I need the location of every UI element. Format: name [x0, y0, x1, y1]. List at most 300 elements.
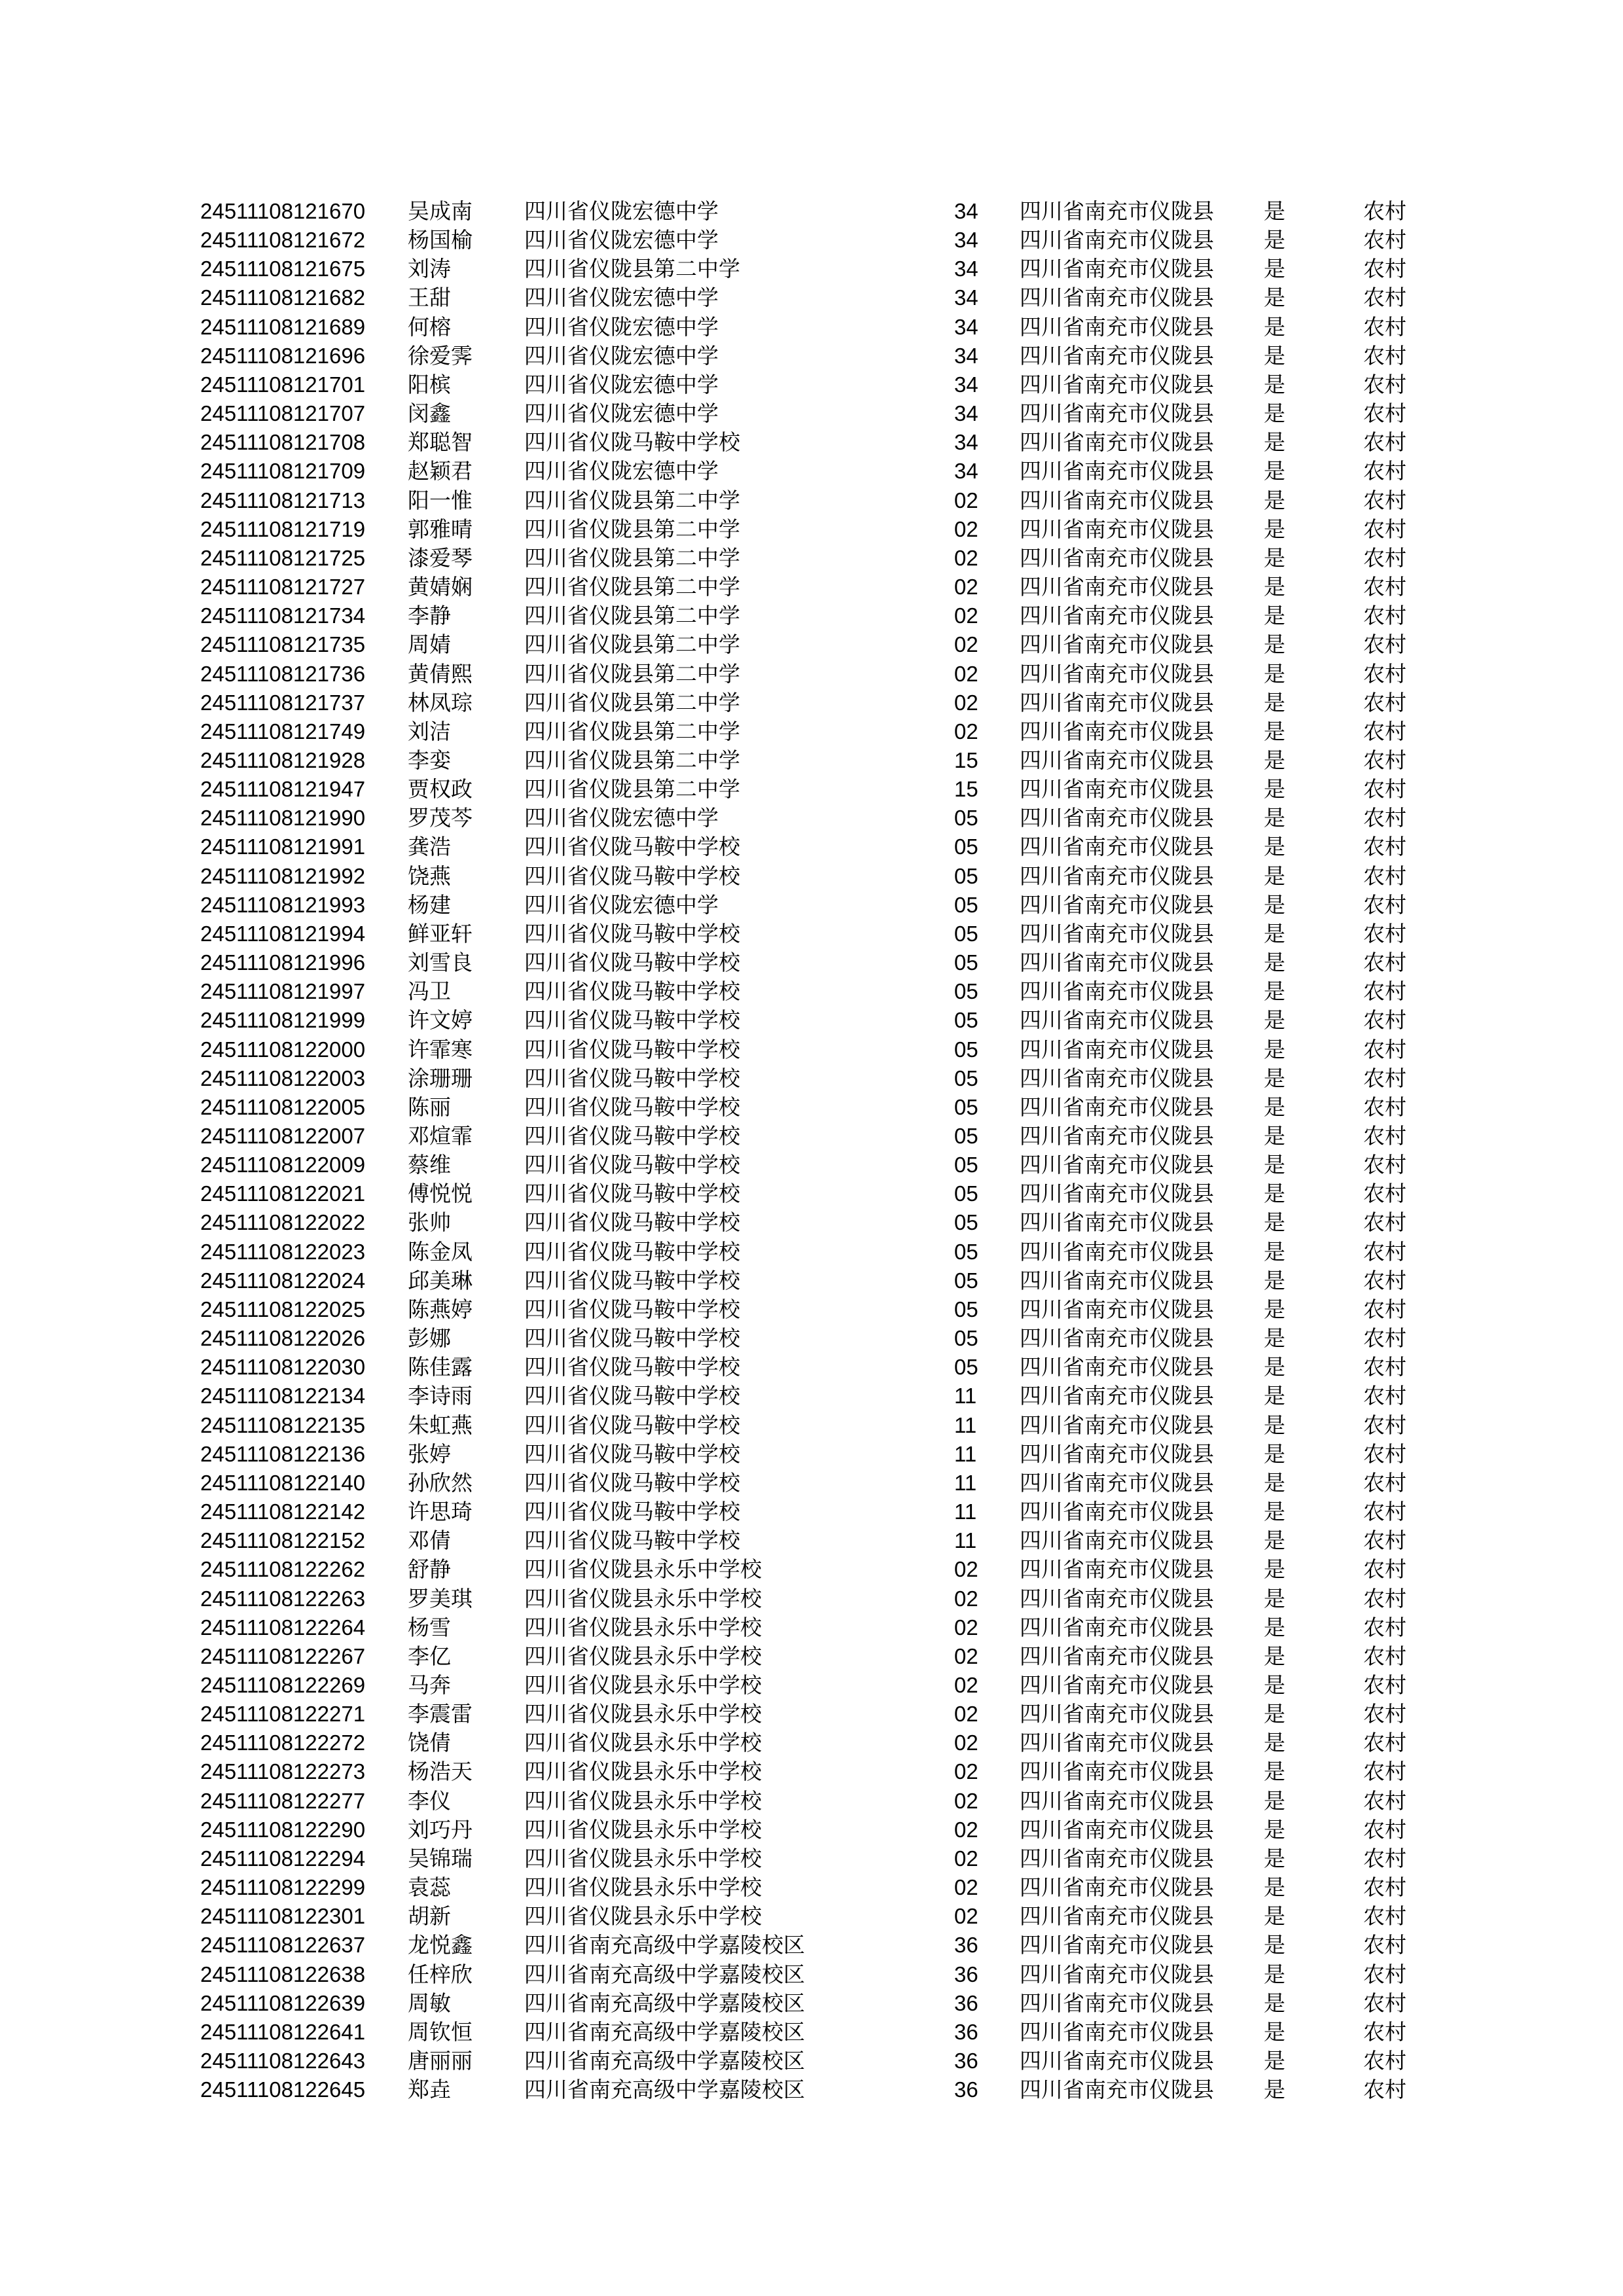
exam-number: 24511108122023: [200, 1239, 366, 1264]
category-code: 05: [954, 1124, 978, 1148]
exam-number: 24511108121734: [200, 603, 366, 628]
student-name: 任梓欣: [408, 1962, 473, 1986]
exam-number: 24511108122136: [200, 1441, 366, 1466]
school-name: 四川省仪陇马鞍中学校: [524, 1412, 740, 1437]
eligibility-flag: 是: [1264, 372, 1285, 397]
category-code: 02: [954, 1615, 978, 1640]
exam-number: 24511108122264: [200, 1615, 366, 1640]
student-name: 陈燕婷: [408, 1297, 473, 1321]
table-row: [200, 1179, 1444, 1208]
category-code: 05: [954, 1037, 978, 1062]
student-name: 彭娜: [408, 1326, 451, 1351]
category-code: 02: [954, 575, 978, 600]
eligibility-flag: 是: [1264, 1875, 1285, 1900]
region: 四川省南充市仪陇县: [1020, 1731, 1214, 1755]
region: 四川省南充市仪陇县: [1020, 1412, 1214, 1437]
table-row: [200, 226, 1444, 255]
student-name: 饶燕: [408, 863, 451, 888]
table-row: [200, 370, 1444, 399]
household-type: 农村: [1363, 401, 1406, 426]
table-row: [200, 313, 1444, 342]
category-code: 34: [954, 459, 978, 484]
student-name: 李震雷: [408, 1702, 473, 1727]
school-name: 四川省仪陇马鞍中学校: [524, 834, 740, 859]
student-name: 王甜: [408, 285, 451, 310]
region: 四川省南充市仪陇县: [1020, 1037, 1214, 1062]
region: 四川省南充市仪陇县: [1020, 285, 1214, 310]
exam-number: 24511108121682: [200, 285, 366, 310]
table-row: [200, 2047, 1444, 2075]
region: 四川省南充市仪陇县: [1020, 979, 1214, 1004]
eligibility-flag: 是: [1264, 603, 1285, 628]
household-type: 农村: [1363, 1268, 1406, 1293]
eligibility-flag: 是: [1264, 1499, 1285, 1524]
eligibility-flag: 是: [1264, 863, 1285, 888]
region: 四川省南充市仪陇县: [1020, 1933, 1214, 1958]
region: 四川省南充市仪陇县: [1020, 459, 1214, 484]
category-code: 11: [954, 1528, 977, 1553]
student-name: 阳一惟: [408, 488, 473, 512]
region: 四川省南充市仪陇县: [1020, 1499, 1214, 1524]
eligibility-flag: 是: [1264, 834, 1285, 859]
eligibility-flag: 是: [1264, 575, 1285, 600]
region: 四川省南充市仪陇县: [1020, 719, 1214, 744]
region: 四川省南充市仪陇县: [1020, 1268, 1214, 1293]
household-type: 农村: [1363, 2049, 1406, 2073]
school-name: 四川省仪陇马鞍中学校: [524, 430, 740, 455]
eligibility-flag: 是: [1264, 632, 1285, 657]
student-name: 郑聪智: [408, 430, 473, 455]
table-row: [200, 601, 1444, 630]
school-name: 四川省仪陇马鞍中学校: [524, 1528, 740, 1553]
eligibility-flag: 是: [1264, 1470, 1285, 1495]
table-row: [200, 1729, 1444, 1757]
school-name: 四川省仪陇县第二中学: [524, 690, 740, 715]
exam-number: 24511108121701: [200, 372, 366, 397]
student-name: 冯卫: [408, 979, 451, 1004]
table-row: [200, 891, 1444, 920]
household-type: 农村: [1363, 1615, 1406, 1640]
exam-number: 24511108121672: [200, 228, 366, 253]
student-name: 鲜亚轩: [408, 921, 473, 946]
school-name: 四川省仪陇马鞍中学校: [524, 1037, 740, 1062]
region: 四川省南充市仪陇县: [1020, 1557, 1214, 1582]
region: 四川省南充市仪陇县: [1020, 430, 1214, 455]
table-row: [200, 342, 1444, 370]
student-name: 龙悦鑫: [408, 1933, 473, 1958]
eligibility-flag: 是: [1264, 1008, 1285, 1033]
exam-number: 24511108121991: [200, 834, 366, 859]
school-name: 四川省仪陇宏德中学: [524, 285, 719, 310]
household-type: 农村: [1363, 488, 1406, 512]
exam-number: 24511108122301: [200, 1904, 366, 1929]
school-name: 四川省仪陇马鞍中学校: [524, 1470, 740, 1495]
eligibility-flag: 是: [1264, 1094, 1285, 1119]
eligibility-flag: 是: [1264, 1731, 1285, 1755]
school-name: 四川省仪陇马鞍中学校: [524, 1181, 740, 1206]
category-code: 02: [954, 1672, 978, 1697]
household-type: 农村: [1363, 806, 1406, 831]
exam-number: 24511108122294: [200, 1846, 366, 1871]
student-name: 漆爱琴: [408, 545, 473, 570]
table-row: [200, 2018, 1444, 2047]
school-name: 四川省仪陇县第二中学: [524, 575, 740, 600]
eligibility-flag: 是: [1264, 343, 1285, 368]
eligibility-flag: 是: [1264, 1846, 1285, 1871]
region: 四川省南充市仪陇县: [1020, 1962, 1214, 1986]
table-row: [200, 428, 1444, 457]
student-name: 林凤琮: [408, 690, 473, 715]
category-code: 15: [954, 777, 978, 802]
region: 四川省南充市仪陇县: [1020, 863, 1214, 888]
school-name: 四川省仪陇马鞍中学校: [524, 1499, 740, 1524]
household-type: 农村: [1363, 950, 1406, 975]
table-row: [200, 833, 1444, 861]
category-code: 34: [954, 343, 978, 368]
household-type: 农村: [1363, 1817, 1406, 1842]
student-name: 郭雅晴: [408, 516, 473, 541]
eligibility-flag: 是: [1264, 199, 1285, 223]
school-name: 四川省仪陇马鞍中学校: [524, 1008, 740, 1033]
student-name: 蔡维: [408, 1153, 451, 1177]
roster-table: [200, 197, 1444, 2104]
school-name: 四川省南充高级中学嘉陵校区: [524, 1990, 805, 2015]
table-row: [200, 1873, 1444, 1902]
category-code: 02: [954, 1846, 978, 1871]
table-row: [200, 746, 1444, 775]
table-row: [200, 948, 1444, 977]
table-row: [200, 717, 1444, 746]
eligibility-flag: 是: [1264, 228, 1285, 253]
exam-number: 24511108122277: [200, 1788, 366, 1813]
student-name: 杨雪: [408, 1615, 451, 1640]
region: 四川省南充市仪陇县: [1020, 372, 1214, 397]
school-name: 四川省仪陇宏德中学: [524, 892, 719, 917]
table-row: [200, 1440, 1444, 1469]
exam-number: 24511108122140: [200, 1470, 366, 1495]
region: 四川省南充市仪陇县: [1020, 1528, 1214, 1553]
household-type: 农村: [1363, 1904, 1406, 1929]
region: 四川省南充市仪陇县: [1020, 2077, 1214, 2102]
region: 四川省南充市仪陇县: [1020, 1875, 1214, 1900]
region: 四川省南充市仪陇县: [1020, 1990, 1214, 2015]
household-type: 农村: [1363, 1672, 1406, 1697]
school-name: 四川省仪陇县第二中学: [524, 661, 740, 686]
exam-number: 24511108121709: [200, 459, 366, 484]
region: 四川省南充市仪陇县: [1020, 1586, 1214, 1611]
exam-number: 24511108121708: [200, 430, 366, 455]
household-type: 农村: [1363, 1210, 1406, 1235]
table-row: [200, 804, 1444, 833]
eligibility-flag: 是: [1264, 1817, 1285, 1842]
region: 四川省南充市仪陇县: [1020, 257, 1214, 281]
category-code: 02: [954, 1788, 978, 1813]
exam-number: 24511108122645: [200, 2077, 366, 2102]
exam-number: 24511108122263: [200, 1586, 366, 1611]
student-name: 何榕: [408, 314, 451, 339]
eligibility-flag: 是: [1264, 1326, 1285, 1351]
table-row: [200, 486, 1444, 515]
exam-number: 24511108122142: [200, 1499, 366, 1524]
student-name: 罗茂芩: [408, 806, 473, 831]
student-name: 郑垚: [408, 2077, 451, 2102]
exam-number: 24511108122271: [200, 1702, 366, 1727]
category-code: 11: [954, 1384, 977, 1408]
category-code: 02: [954, 1643, 978, 1668]
table-row: [200, 1266, 1444, 1295]
region: 四川省南充市仪陇县: [1020, 199, 1214, 223]
region: 四川省南充市仪陇县: [1020, 1702, 1214, 1727]
school-name: 四川省仪陇县永乐中学校: [524, 1817, 762, 1842]
school-name: 四川省仪陇马鞍中学校: [524, 1441, 740, 1466]
region: 四川省南充市仪陇县: [1020, 2049, 1214, 2073]
table-row: [200, 255, 1444, 283]
category-code: 05: [954, 1066, 978, 1090]
region: 四川省南充市仪陇县: [1020, 806, 1214, 831]
student-name: 闵鑫: [408, 401, 451, 426]
school-name: 四川省仪陇宏德中学: [524, 401, 719, 426]
exam-number: 24511108121749: [200, 719, 366, 744]
student-name: 邱美琳: [408, 1268, 473, 1293]
household-type: 农村: [1363, 1037, 1406, 1062]
exam-number: 24511108122152: [200, 1528, 366, 1553]
table-row: [200, 689, 1444, 717]
student-name: 杨浩天: [408, 1759, 473, 1784]
region: 四川省南充市仪陇县: [1020, 1384, 1214, 1408]
category-code: 15: [954, 747, 978, 772]
eligibility-flag: 是: [1264, 1066, 1285, 1090]
eligibility-flag: 是: [1264, 314, 1285, 339]
table-row: [200, 544, 1444, 573]
household-type: 农村: [1363, 314, 1406, 339]
table-row: [200, 1555, 1444, 1584]
category-code: 02: [954, 1731, 978, 1755]
category-code: 02: [954, 1875, 978, 1900]
region: 四川省南充市仪陇县: [1020, 1615, 1214, 1640]
eligibility-flag: 是: [1264, 1962, 1285, 1986]
category-code: 34: [954, 199, 978, 223]
school-name: 四川省仪陇马鞍中学校: [524, 1268, 740, 1293]
household-type: 农村: [1363, 1384, 1406, 1408]
exam-number: 24511108121990: [200, 806, 366, 831]
region: 四川省南充市仪陇县: [1020, 1355, 1214, 1380]
exam-number: 24511108122026: [200, 1326, 366, 1351]
region: 四川省南充市仪陇县: [1020, 690, 1214, 715]
category-code: 34: [954, 314, 978, 339]
exam-number: 24511108121725: [200, 545, 366, 570]
eligibility-flag: 是: [1264, 1124, 1285, 1148]
household-type: 农村: [1363, 1990, 1406, 2015]
exam-number: 24511108121996: [200, 950, 366, 975]
school-name: 四川省仪陇县第二中学: [524, 545, 740, 570]
region: 四川省南充市仪陇县: [1020, 1672, 1214, 1697]
eligibility-flag: 是: [1264, 285, 1285, 310]
region: 四川省南充市仪陇县: [1020, 516, 1214, 541]
table-row: [200, 1526, 1444, 1555]
region: 四川省南充市仪陇县: [1020, 834, 1214, 859]
region: 四川省南充市仪陇县: [1020, 1817, 1214, 1842]
school-name: 四川省仪陇马鞍中学校: [524, 950, 740, 975]
exam-number: 24511108121994: [200, 921, 366, 946]
category-code: 02: [954, 1817, 978, 1842]
exam-number: 24511108121675: [200, 257, 366, 281]
table-row: [200, 630, 1444, 659]
exam-number: 24511108122009: [200, 1153, 366, 1177]
household-type: 农村: [1363, 372, 1406, 397]
table-row: [200, 1700, 1444, 1729]
table-row: [200, 457, 1444, 486]
eligibility-flag: 是: [1264, 1297, 1285, 1321]
region: 四川省南充市仪陇县: [1020, 343, 1214, 368]
category-code: 05: [954, 1268, 978, 1293]
eligibility-flag: 是: [1264, 430, 1285, 455]
region: 四川省南充市仪陇县: [1020, 1904, 1214, 1929]
table-row: [200, 920, 1444, 948]
region: 四川省南充市仪陇县: [1020, 1788, 1214, 1813]
household-type: 农村: [1363, 1962, 1406, 1986]
category-code: 05: [954, 1239, 978, 1264]
household-type: 农村: [1363, 575, 1406, 600]
region: 四川省南充市仪陇县: [1020, 1008, 1214, 1033]
table-row: [200, 1816, 1444, 1844]
student-name: 许思琦: [408, 1499, 473, 1524]
eligibility-flag: 是: [1264, 401, 1285, 426]
eligibility-flag: 是: [1264, 950, 1285, 975]
student-name: 涂珊珊: [408, 1066, 473, 1090]
category-code: 02: [954, 632, 978, 657]
student-name: 黄婧娴: [408, 575, 473, 600]
region: 四川省南充市仪陇县: [1020, 1759, 1214, 1784]
exam-number: 24511108122134: [200, 1384, 366, 1408]
table-row: [200, 1498, 1444, 1526]
household-type: 农村: [1363, 1586, 1406, 1611]
exam-number: 24511108121928: [200, 747, 366, 772]
region: 四川省南充市仪陇县: [1020, 921, 1214, 946]
exam-number: 24511108122267: [200, 1643, 366, 1668]
school-name: 四川省南充高级中学嘉陵校区: [524, 2077, 805, 2102]
eligibility-flag: 是: [1264, 777, 1285, 802]
exam-number: 24511108122003: [200, 1066, 366, 1090]
eligibility-flag: 是: [1264, 545, 1285, 570]
table-row: [200, 1787, 1444, 1816]
region: 四川省南充市仪陇县: [1020, 1153, 1214, 1177]
category-code: 34: [954, 430, 978, 455]
category-code: 05: [954, 950, 978, 975]
table-row: [200, 1671, 1444, 1700]
category-code: 02: [954, 719, 978, 744]
school-name: 四川省仪陇县第二中学: [524, 632, 740, 657]
region: 四川省南充市仪陇县: [1020, 575, 1214, 600]
school-name: 四川省仪陇马鞍中学校: [524, 1210, 740, 1235]
region: 四川省南充市仪陇县: [1020, 1210, 1214, 1235]
exam-number: 24511108122021: [200, 1181, 366, 1206]
eligibility-flag: 是: [1264, 1384, 1285, 1408]
school-name: 四川省仪陇宏德中学: [524, 459, 719, 484]
region: 四川省南充市仪陇县: [1020, 1297, 1214, 1321]
table-row: [200, 1844, 1444, 1873]
eligibility-flag: 是: [1264, 1788, 1285, 1813]
student-name: 饶倩: [408, 1731, 451, 1755]
school-name: 四川省仪陇宏德中学: [524, 372, 719, 397]
household-type: 农村: [1363, 1355, 1406, 1380]
student-name: 周钦恒: [408, 2019, 473, 2044]
student-name: 邓倩: [408, 1528, 451, 1553]
table-row: [200, 1989, 1444, 2018]
school-name: 四川省仪陇县永乐中学校: [524, 1731, 762, 1755]
household-type: 农村: [1363, 1470, 1406, 1495]
school-name: 四川省仪陇县永乐中学校: [524, 1643, 762, 1668]
category-code: 05: [954, 806, 978, 831]
student-name: 舒静: [408, 1557, 451, 1582]
student-name: 袁蕊: [408, 1875, 451, 1900]
eligibility-flag: 是: [1264, 690, 1285, 715]
table-row: [200, 1960, 1444, 1989]
exam-number: 24511108122272: [200, 1731, 366, 1755]
eligibility-flag: 是: [1264, 1412, 1285, 1437]
school-name: 四川省仪陇县第二中学: [524, 257, 740, 281]
school-name: 四川省仪陇宏德中学: [524, 199, 719, 223]
school-name: 四川省南充高级中学嘉陵校区: [524, 2019, 805, 2044]
table-row: [200, 197, 1444, 226]
student-name: 吴成南: [408, 199, 473, 223]
school-name: 四川省仪陇县永乐中学校: [524, 1672, 762, 1697]
student-name: 陈金凤: [408, 1239, 473, 1264]
category-code: 02: [954, 1557, 978, 1582]
table-row: [200, 1642, 1444, 1671]
student-name: 张婷: [408, 1441, 451, 1466]
category-code: 05: [954, 921, 978, 946]
school-name: 四川省南充高级中学嘉陵校区: [524, 1933, 805, 1958]
eligibility-flag: 是: [1264, 1643, 1285, 1668]
exam-number: 24511108121735: [200, 632, 366, 657]
category-code: 34: [954, 228, 978, 253]
household-type: 农村: [1363, 1297, 1406, 1321]
exam-number: 24511108121689: [200, 314, 366, 339]
household-type: 农村: [1363, 1759, 1406, 1784]
student-name: 罗美琪: [408, 1586, 473, 1611]
exam-number: 24511108122290: [200, 1817, 366, 1842]
school-name: 四川省仪陇县永乐中学校: [524, 1557, 762, 1582]
region: 四川省南充市仪陇县: [1020, 777, 1214, 802]
table-row: [200, 2075, 1444, 2104]
table-row: [200, 1151, 1444, 1179]
eligibility-flag: 是: [1264, 488, 1285, 512]
exam-number: 24511108121997: [200, 979, 366, 1004]
household-type: 农村: [1363, 1875, 1406, 1900]
exam-number: 24511108122637: [200, 1933, 366, 1958]
school-name: 四川省仪陇县第二中学: [524, 488, 740, 512]
region: 四川省南充市仪陇县: [1020, 661, 1214, 686]
table-row: [200, 1208, 1444, 1237]
household-type: 农村: [1363, 979, 1406, 1004]
school-name: 四川省仪陇马鞍中学校: [524, 921, 740, 946]
school-name: 四川省仪陇县永乐中学校: [524, 1846, 762, 1871]
table-row: [200, 1411, 1444, 1440]
school-name: 四川省仪陇县永乐中学校: [524, 1904, 762, 1929]
exam-number: 24511108122030: [200, 1355, 366, 1380]
exam-number: 24511108121707: [200, 401, 366, 426]
table-row: [200, 283, 1444, 312]
household-type: 农村: [1363, 690, 1406, 715]
household-type: 农村: [1363, 516, 1406, 541]
exam-number: 24511108122022: [200, 1210, 366, 1235]
household-type: 农村: [1363, 892, 1406, 917]
exam-number: 24511108121736: [200, 661, 366, 686]
eligibility-flag: 是: [1264, 1153, 1285, 1177]
table-row: [200, 660, 1444, 689]
eligibility-flag: 是: [1264, 1441, 1285, 1466]
category-code: 05: [954, 1153, 978, 1177]
